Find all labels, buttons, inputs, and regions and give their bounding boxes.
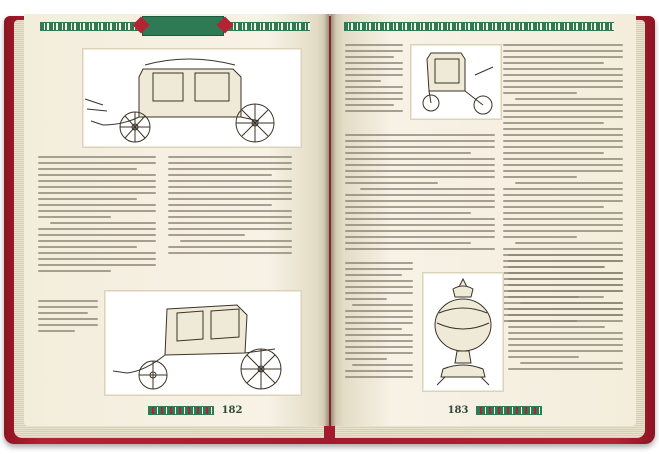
header-ornament-right xyxy=(344,22,614,31)
illustration-carriage-top xyxy=(82,48,302,148)
footer-ornament-left xyxy=(148,406,214,415)
header-ribbon xyxy=(142,16,224,36)
carriage-bottom-drawing xyxy=(105,291,301,395)
left-text-column-2 xyxy=(168,156,292,258)
page-number-right: 183 xyxy=(447,404,469,416)
carriage-drawing xyxy=(83,49,301,147)
left-text-column-1 xyxy=(38,156,156,276)
right-text-column-3 xyxy=(345,134,495,254)
illustration-vessel xyxy=(422,272,504,392)
book-gutter xyxy=(324,14,336,426)
vessel-drawing xyxy=(423,273,503,391)
right-text-column-5 xyxy=(508,254,623,374)
right-text-column-1 xyxy=(345,44,403,116)
page-number-left: 182 xyxy=(221,404,243,416)
left-page-footer xyxy=(120,404,270,416)
left-text-column-3 xyxy=(38,300,98,336)
right-page-footer xyxy=(420,404,570,416)
footer-ornament-right xyxy=(476,406,542,415)
illustration-carriage-bottom xyxy=(104,290,302,396)
right-text-column-4 xyxy=(345,262,413,382)
illustration-small-carriage xyxy=(410,44,502,120)
small-carriage-drawing xyxy=(411,45,501,119)
